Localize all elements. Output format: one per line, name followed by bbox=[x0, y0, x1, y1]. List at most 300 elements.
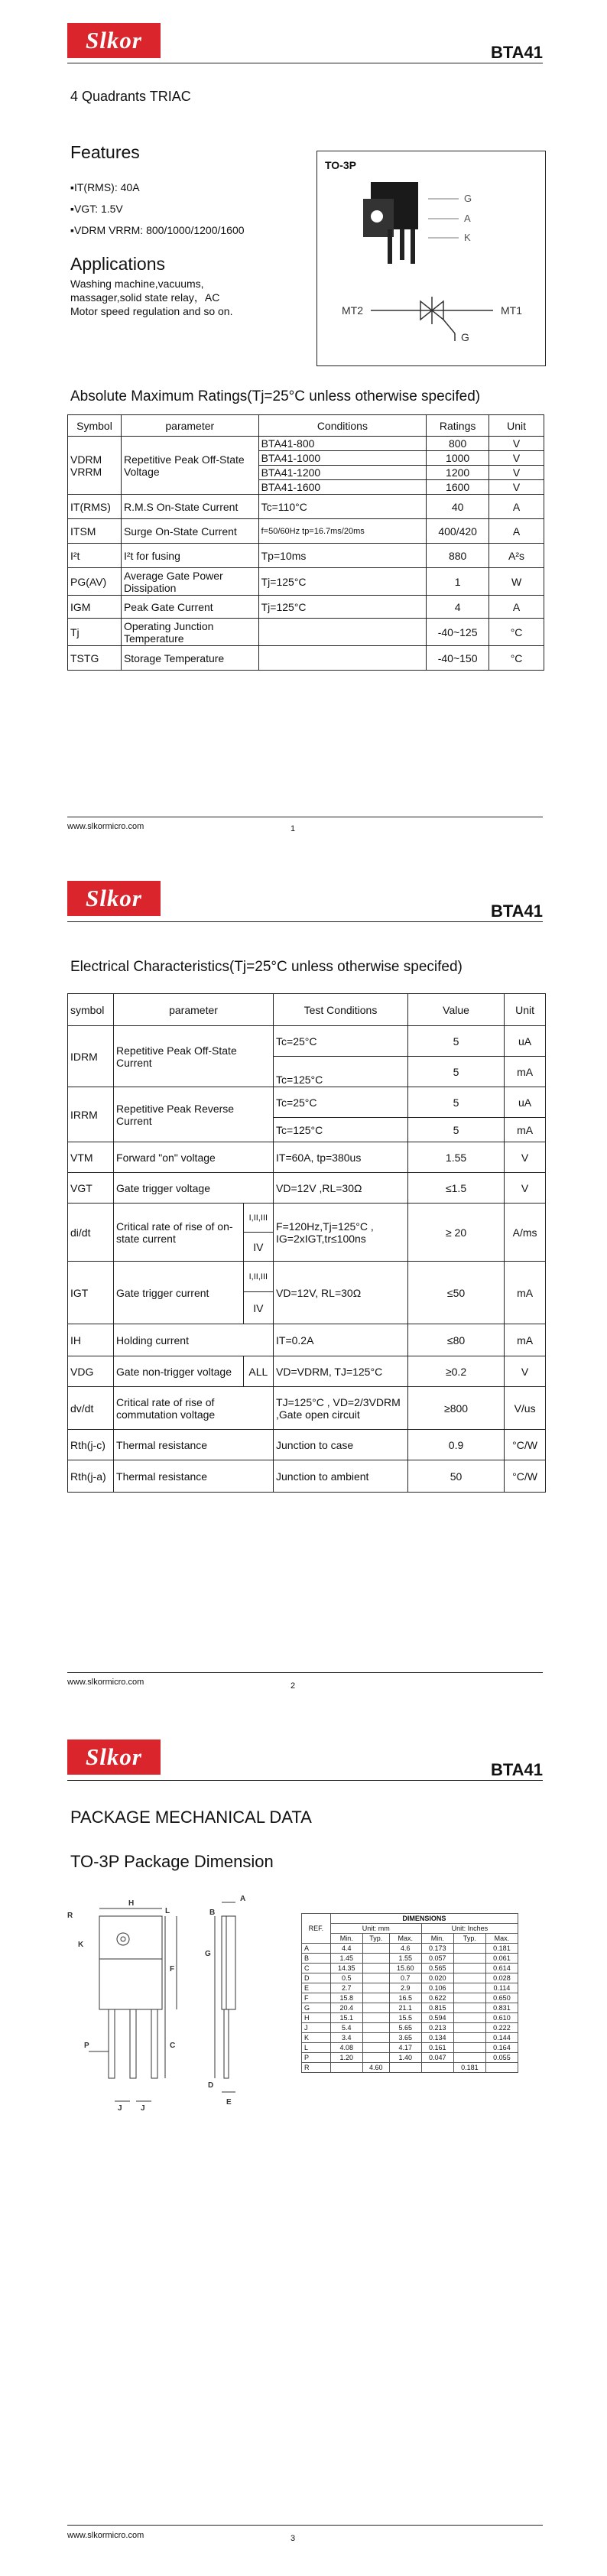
dim-label: E bbox=[226, 2098, 232, 2107]
cell-unit: V bbox=[505, 1356, 546, 1387]
cell-unit: V bbox=[489, 451, 544, 466]
outline-body bbox=[99, 1916, 162, 2009]
cell-parameter: Critical rate of rise of commutation voltage bbox=[114, 1387, 274, 1430]
cell-unit: W bbox=[489, 568, 544, 596]
package-drawing bbox=[317, 151, 545, 365]
header-rule bbox=[67, 1780, 543, 1781]
dimension-cell bbox=[362, 1983, 389, 1993]
applications-title: Applications bbox=[70, 254, 166, 274]
dimension-cell: 0.610 bbox=[485, 2013, 518, 2023]
dim-label: J bbox=[141, 2104, 145, 2113]
cell-symbol: IGM bbox=[68, 596, 122, 619]
dimension-cell bbox=[362, 1964, 389, 1973]
subtitle: 4 Quadrants TRIAC bbox=[70, 89, 191, 104]
dimension-row bbox=[302, 2063, 518, 2073]
cell-unit: A bbox=[489, 495, 544, 519]
dimension-cell: 4.17 bbox=[389, 2043, 421, 2053]
dimension-row bbox=[302, 1973, 518, 1983]
cell-parameter: Peak Gate Current bbox=[121, 596, 258, 619]
header-rule bbox=[67, 921, 543, 922]
dimension-cell: 0.055 bbox=[485, 2053, 518, 2063]
package-subtitle: TO-3P Package Dimension bbox=[70, 1852, 274, 1871]
ref-header: REF. bbox=[302, 1914, 331, 1944]
cell-symbol: di/dt bbox=[68, 1204, 114, 1262]
cell-rating: 40 bbox=[427, 495, 489, 519]
cell-unit: °C/W bbox=[505, 1430, 546, 1460]
cell-condition: IT=60A, tp=380us bbox=[274, 1142, 408, 1173]
dimensions-table bbox=[301, 1913, 518, 2073]
cell-unit: mA bbox=[505, 1262, 546, 1324]
dimension-cell bbox=[362, 2013, 389, 2023]
dimension-cell: 0.173 bbox=[421, 1944, 453, 1954]
cell-unit: V bbox=[489, 466, 544, 480]
cell-rating: 400/420 bbox=[427, 519, 489, 544]
cell-value: 1.55 bbox=[407, 1142, 504, 1173]
cell-unit: °C bbox=[489, 646, 544, 671]
dim-label: A bbox=[240, 1895, 246, 1903]
dimension-cell: L bbox=[302, 2043, 331, 2053]
dimension-row bbox=[302, 2003, 518, 2013]
dimension-cell: 3.4 bbox=[330, 2033, 362, 2043]
dimension-cell: 4.60 bbox=[362, 2063, 389, 2073]
dimension-cell: 0.181 bbox=[485, 1944, 518, 1954]
brand-logo: Slkor bbox=[67, 23, 161, 58]
dimension-cell bbox=[485, 2063, 518, 2073]
col-header: Unit bbox=[505, 994, 546, 1026]
col-header: parameter bbox=[114, 994, 274, 1026]
cell-symbol: VTM bbox=[68, 1142, 114, 1173]
cell-value: 5 bbox=[407, 1118, 504, 1142]
cell-parameter: Repetitive Peak Reverse Current bbox=[114, 1087, 274, 1142]
model-title: BTA41 bbox=[490, 43, 543, 62]
abs-ratings-table bbox=[67, 414, 544, 671]
dimension-cell: 21.1 bbox=[389, 2003, 421, 2013]
cell-value: ≤50 bbox=[407, 1262, 504, 1324]
cell-parameter: Repetitive Peak Off-State Voltage bbox=[121, 437, 258, 495]
cell-symbol: TSTG bbox=[68, 646, 122, 671]
dimension-cell: 0.134 bbox=[421, 2033, 453, 2043]
dimension-cell: 0.650 bbox=[485, 1993, 518, 2003]
dimension-cell: A bbox=[302, 1944, 331, 1954]
sub-header: Max. bbox=[389, 1934, 421, 1944]
cell-unit: V bbox=[505, 1173, 546, 1204]
application-line: massager,solid state relay，AC bbox=[70, 291, 220, 304]
cell-condition: TJ=125°C , VD=2/3VDRM ,Gate open circuit bbox=[274, 1387, 408, 1430]
dim-label: C bbox=[170, 2042, 176, 2050]
cell-condition: VD=12V, RL=30Ω bbox=[274, 1262, 408, 1324]
dimension-cell: 2.9 bbox=[389, 1983, 421, 1993]
mt1-label: MT1 bbox=[501, 304, 522, 317]
cell-quadrant: ALL bbox=[243, 1356, 273, 1387]
cell-condition: Tj=125°C bbox=[258, 596, 427, 619]
dimension-cell: 4.4 bbox=[330, 1944, 362, 1954]
brand-logo: Slkor bbox=[67, 1740, 161, 1775]
dimension-row bbox=[302, 2043, 518, 2053]
dimension-cell: 0.106 bbox=[421, 1983, 453, 1993]
dimension-cell bbox=[421, 2063, 453, 2073]
dimension-cell bbox=[362, 2033, 389, 2043]
cell-condition bbox=[258, 619, 427, 646]
cell-unit: V bbox=[489, 437, 544, 451]
cell-symbol: I²t bbox=[68, 544, 122, 568]
dimension-cell: 4.6 bbox=[389, 1944, 421, 1954]
dimensions-header: DIMENSIONS bbox=[330, 1914, 518, 1924]
dimension-cell: 0.815 bbox=[421, 2003, 453, 2013]
cell-unit: uA bbox=[505, 1087, 546, 1118]
cell-condition: Tc=110°C bbox=[258, 495, 427, 519]
cell-parameter: Thermal resistance bbox=[114, 1430, 274, 1460]
cell-symbol: IDRM bbox=[68, 1026, 114, 1087]
dimension-rows bbox=[302, 1944, 518, 2073]
cell-condition: VD=VDRM, TJ=125°C bbox=[274, 1356, 408, 1387]
dimension-cell: 0.144 bbox=[485, 2033, 518, 2043]
dimension-row bbox=[302, 2023, 518, 2033]
dimension-cell bbox=[453, 2043, 485, 2053]
dimension-cell: D bbox=[302, 1973, 331, 1983]
col-header: Value bbox=[407, 994, 504, 1026]
dimension-cell: 1.55 bbox=[389, 1954, 421, 1964]
cell-rating: 880 bbox=[427, 544, 489, 568]
cell-unit: A bbox=[489, 519, 544, 544]
dimension-cell: P bbox=[302, 2053, 331, 2063]
dimension-cell bbox=[362, 2053, 389, 2063]
footer-rule bbox=[67, 1672, 543, 1673]
cell-symbol: Rth(j-c) bbox=[68, 1430, 114, 1460]
cell-unit: °C/W bbox=[505, 1460, 546, 1493]
dimension-cell: 0.831 bbox=[485, 2003, 518, 2013]
package-box bbox=[316, 151, 546, 366]
dimension-cell: 3.65 bbox=[389, 2033, 421, 2043]
cell-parameter: Forward "on" voltage bbox=[114, 1142, 274, 1173]
cell-quadrant: I,II,III bbox=[243, 1204, 273, 1233]
cell-condition: BTA41-1000 bbox=[258, 451, 427, 466]
cell-unit: °C bbox=[489, 619, 544, 646]
dimension-row bbox=[302, 2033, 518, 2043]
cell-value: ≥0.2 bbox=[407, 1356, 504, 1387]
cell-unit: A²s bbox=[489, 544, 544, 568]
dimension-cell: 14.35 bbox=[330, 1964, 362, 1973]
cell-parameter: Gate non-trigger voltage bbox=[114, 1356, 244, 1387]
page-1 bbox=[0, 0, 607, 859]
mt2-label: MT2 bbox=[342, 304, 363, 317]
feature-item: ▪IT(RMS): 40A bbox=[70, 181, 140, 193]
package-title: PACKAGE MECHANICAL DATA bbox=[70, 1808, 312, 1827]
dimension-cell: 0.213 bbox=[421, 2023, 453, 2033]
dimension-cell: 0.565 bbox=[421, 1964, 453, 1973]
cell-value: 5 bbox=[407, 1026, 504, 1057]
cell-unit: A bbox=[489, 596, 544, 619]
cell-condition: VD=12V ,RL=30Ω bbox=[274, 1173, 408, 1204]
abs-ratings-title: Absolute Maximum Ratings(Tj=25°C unless otherwise specifed) bbox=[70, 388, 481, 404]
col-header: Ratings bbox=[427, 415, 489, 437]
cell-symbol: VDRM VRRM bbox=[68, 437, 122, 495]
cell-parameter: Holding current bbox=[114, 1324, 274, 1356]
dimension-cell bbox=[453, 2033, 485, 2043]
col-header: Conditions bbox=[258, 415, 427, 437]
features-title: Features bbox=[70, 142, 140, 162]
package-outline-drawing bbox=[66, 1895, 287, 2132]
model-title: BTA41 bbox=[490, 1760, 543, 1779]
dimension-cell bbox=[362, 1954, 389, 1964]
dimension-cell bbox=[453, 2023, 485, 2033]
dimension-cell: 0.614 bbox=[485, 1964, 518, 1973]
sub-header: Min. bbox=[330, 1934, 362, 1944]
dimension-cell bbox=[362, 1973, 389, 1983]
cell-value: 5 bbox=[407, 1057, 504, 1087]
dimension-cell: 15.60 bbox=[389, 1964, 421, 1973]
cell-rating: -40~125 bbox=[427, 619, 489, 646]
cell-condition: F=120Hz,Tj=125°C , IG=2xIGT,tr≤100ns bbox=[274, 1204, 408, 1262]
dimension-cell: 0.057 bbox=[421, 1954, 453, 1964]
cell-parameter: Thermal resistance bbox=[114, 1460, 274, 1493]
cell-symbol: VDG bbox=[68, 1356, 114, 1387]
cell-symbol: ITSM bbox=[68, 519, 122, 544]
cell-parameter: I²t for fusing bbox=[121, 544, 258, 568]
dim-label: P bbox=[84, 2042, 89, 2050]
application-line: Washing machine,vacuums, bbox=[70, 278, 204, 290]
application-line: Motor speed regulation and so on. bbox=[70, 305, 233, 317]
cell-unit: uA bbox=[505, 1026, 546, 1057]
pin-label: A bbox=[464, 213, 471, 224]
dimension-cell: 0.5 bbox=[330, 1973, 362, 1983]
cell-unit: mA bbox=[505, 1057, 546, 1087]
dimension-cell: 0.164 bbox=[485, 2043, 518, 2053]
dimension-row bbox=[302, 1944, 518, 1954]
cell-value: ≤1.5 bbox=[407, 1173, 504, 1204]
dimension-cell: 0.028 bbox=[485, 1973, 518, 1983]
cell-value: 5 bbox=[407, 1087, 504, 1118]
dimension-cell bbox=[389, 2063, 421, 2073]
cell-quadrant: I,II,III bbox=[243, 1262, 273, 1292]
cell-quadrant: IV bbox=[243, 1233, 273, 1262]
dimension-cell: 0.161 bbox=[421, 2043, 453, 2053]
dimension-cell: 15.5 bbox=[389, 2013, 421, 2023]
cell-symbol: VGT bbox=[68, 1173, 114, 1204]
col-header: parameter bbox=[121, 415, 258, 437]
dim-label: L bbox=[165, 1907, 170, 1915]
page-2 bbox=[0, 859, 607, 1717]
cell-parameter: R.M.S On-State Current bbox=[121, 495, 258, 519]
dimension-cell: 1.40 bbox=[389, 2053, 421, 2063]
dimension-row bbox=[302, 1954, 518, 1964]
dimension-cell: R bbox=[302, 2063, 331, 2073]
dimension-cell: 0.114 bbox=[485, 1983, 518, 1993]
dimension-cell: 0.181 bbox=[453, 2063, 485, 2073]
pin-label: K bbox=[464, 232, 471, 243]
cell-rating: 800 bbox=[427, 437, 489, 451]
feature-item: ▪VGT: 1.5V bbox=[70, 203, 123, 215]
cell-condition: Tp=10ms bbox=[258, 544, 427, 568]
cell-condition: Tc=25°C bbox=[274, 1026, 408, 1057]
cell-symbol: PG(AV) bbox=[68, 568, 122, 596]
model-title: BTA41 bbox=[490, 901, 543, 921]
cell-condition: Junction to case bbox=[274, 1430, 408, 1460]
col-header: Symbol bbox=[68, 415, 122, 437]
cell-rating: 4 bbox=[427, 596, 489, 619]
cell-parameter: Gate trigger voltage bbox=[114, 1173, 274, 1204]
dim-label: B bbox=[209, 1908, 216, 1917]
dimension-cell bbox=[453, 1973, 485, 1983]
cell-parameter: Average Gate Power Dissipation bbox=[121, 568, 258, 596]
cell-condition: Tc=25°C bbox=[274, 1087, 408, 1118]
cell-symbol: Tj bbox=[68, 619, 122, 646]
cell-symbol: IT(RMS) bbox=[68, 495, 122, 519]
col-header: symbol bbox=[68, 994, 114, 1026]
cell-condition: f=50/60Hz tp=16.7ms/20ms bbox=[258, 519, 427, 544]
dimension-cell: H bbox=[302, 2013, 331, 2023]
cell-parameter: Gate trigger current bbox=[114, 1262, 244, 1324]
page-3 bbox=[0, 1717, 607, 2576]
dimension-cell: J bbox=[302, 2023, 331, 2033]
dimension-cell: 15.1 bbox=[330, 2013, 362, 2023]
dimension-cell: G bbox=[302, 2003, 331, 2013]
cell-symbol: Rth(j-a) bbox=[68, 1460, 114, 1493]
cell-value: 0.9 bbox=[407, 1430, 504, 1460]
dim-label: H bbox=[128, 1899, 135, 1908]
col-header: Test Conditions bbox=[274, 994, 408, 1026]
dimension-cell bbox=[330, 2063, 362, 2073]
dim-label: F bbox=[170, 1965, 175, 1973]
dimension-cell bbox=[453, 1993, 485, 2003]
cell-unit: A/ms bbox=[505, 1204, 546, 1262]
dimension-cell: 5.4 bbox=[330, 2023, 362, 2033]
dimension-cell bbox=[362, 2003, 389, 2013]
cell-symbol: IH bbox=[68, 1324, 114, 1356]
cell-rating: 1 bbox=[427, 568, 489, 596]
cell-condition: Tc=125°C bbox=[274, 1057, 408, 1087]
cell-symbol: IRRM bbox=[68, 1087, 114, 1142]
cell-condition: BTA41-800 bbox=[258, 437, 427, 451]
cell-parameter: Surge On-State Current bbox=[121, 519, 258, 544]
cell-quadrant: IV bbox=[243, 1292, 273, 1324]
dimension-cell bbox=[453, 2013, 485, 2023]
cell-parameter: Storage Temperature bbox=[121, 646, 258, 671]
cell-condition bbox=[258, 646, 427, 671]
dimension-cell bbox=[362, 1944, 389, 1954]
col-header: Unit bbox=[489, 415, 544, 437]
dimension-row bbox=[302, 2013, 518, 2023]
dim-label: D bbox=[208, 2081, 214, 2090]
cell-unit: mA bbox=[505, 1118, 546, 1142]
dimension-cell bbox=[453, 1954, 485, 1964]
dimension-cell bbox=[453, 2003, 485, 2013]
footer-website: www.slkormicro.com bbox=[67, 822, 144, 831]
cell-value: 50 bbox=[407, 1460, 504, 1493]
package-name: TO-3P bbox=[325, 159, 356, 171]
dimension-cell: 16.5 bbox=[389, 1993, 421, 2003]
unit-in-header: Unit: Inches bbox=[421, 1924, 518, 1934]
sub-header: Typ. bbox=[453, 1934, 485, 1944]
dimension-cell: 0.061 bbox=[485, 1954, 518, 1964]
cell-rating: 1000 bbox=[427, 451, 489, 466]
brand-logo: Slkor bbox=[67, 881, 161, 916]
pin-label: G bbox=[464, 193, 472, 204]
dimension-cell: 1.20 bbox=[330, 2053, 362, 2063]
dimension-cell: C bbox=[302, 1964, 331, 1973]
dimension-cell bbox=[453, 1944, 485, 1954]
cell-condition: IT=0.2A bbox=[274, 1324, 408, 1356]
dimension-row bbox=[302, 1964, 518, 1973]
dimension-cell: 0.7 bbox=[389, 1973, 421, 1983]
dimension-cell: 1.45 bbox=[330, 1954, 362, 1964]
electrical-table bbox=[67, 993, 546, 1493]
feature-item: ▪VDRM VRRM: 800/1000/1200/1600 bbox=[70, 224, 245, 236]
dimension-cell bbox=[453, 2053, 485, 2063]
page-number: 1 bbox=[291, 824, 296, 833]
dimension-cell: 0.594 bbox=[421, 2013, 453, 2023]
electrical-title: Electrical Characteristics(Tj=25°C unless otherwise specifed) bbox=[70, 959, 463, 975]
unit-mm-header: Unit: mm bbox=[330, 1924, 421, 1934]
dimension-cell: 2.7 bbox=[330, 1983, 362, 1993]
dimension-cell: 0.020 bbox=[421, 1973, 453, 1983]
cell-condition: Junction to ambient bbox=[274, 1460, 408, 1493]
dim-label: R bbox=[67, 1912, 73, 1920]
cell-unit: V bbox=[489, 480, 544, 495]
sub-header: Max. bbox=[485, 1934, 518, 1944]
cell-value: ≤80 bbox=[407, 1324, 504, 1356]
cell-condition: Tc=125°C bbox=[274, 1118, 408, 1142]
dimension-cell: 15.8 bbox=[330, 1993, 362, 2003]
dimension-row bbox=[302, 1983, 518, 1993]
dimension-cell bbox=[362, 2023, 389, 2033]
dim-label: K bbox=[78, 1941, 84, 1949]
gate-label: G bbox=[461, 331, 469, 343]
cell-condition: BTA41-1600 bbox=[258, 480, 427, 495]
cell-parameter: Critical rate of rise of on-state current bbox=[114, 1204, 244, 1262]
cell-value: ≥ 20 bbox=[407, 1204, 504, 1262]
cell-rating: 1600 bbox=[427, 480, 489, 495]
cell-value: ≥800 bbox=[407, 1387, 504, 1430]
dimension-cell: B bbox=[302, 1954, 331, 1964]
dimension-cell bbox=[453, 1964, 485, 1973]
sub-header: Typ. bbox=[362, 1934, 389, 1944]
dim-label: J bbox=[118, 2104, 122, 2113]
cell-unit: mA bbox=[505, 1324, 546, 1356]
cell-symbol: IGT bbox=[68, 1262, 114, 1324]
cell-rating: -40~150 bbox=[427, 646, 489, 671]
dimension-row bbox=[302, 1993, 518, 2003]
dimension-cell: E bbox=[302, 1983, 331, 1993]
dimension-cell bbox=[453, 1983, 485, 1993]
dimension-cell: 5.65 bbox=[389, 2023, 421, 2033]
dimension-cell: 0.222 bbox=[485, 2023, 518, 2033]
dimension-cell: 4.08 bbox=[330, 2043, 362, 2053]
dimension-cell bbox=[362, 2043, 389, 2053]
dim-label: G bbox=[205, 1950, 211, 1958]
cell-parameter: Operating Junction Temperature bbox=[121, 619, 258, 646]
dimension-cell: F bbox=[302, 1993, 331, 2003]
cell-condition: BTA41-1200 bbox=[258, 466, 427, 480]
cell-condition: Tj=125°C bbox=[258, 568, 427, 596]
page-number: 2 bbox=[291, 1681, 296, 1691]
footer-website: www.slkormicro.com bbox=[67, 1678, 144, 1687]
footer-rule bbox=[67, 2525, 543, 2526]
cell-symbol: dv/dt bbox=[68, 1387, 114, 1430]
page-number: 3 bbox=[291, 2534, 296, 2543]
dimension-cell: 0.047 bbox=[421, 2053, 453, 2063]
cell-rating: 1200 bbox=[427, 466, 489, 480]
footer-website: www.slkormicro.com bbox=[67, 2531, 144, 2540]
cell-unit: V bbox=[505, 1142, 546, 1173]
dimension-row bbox=[302, 2053, 518, 2063]
dimension-cell: 0.622 bbox=[421, 1993, 453, 2003]
sub-header: Min. bbox=[421, 1934, 453, 1944]
cell-unit: V/us bbox=[505, 1387, 546, 1430]
dimension-cell: 20.4 bbox=[330, 2003, 362, 2013]
dimension-cell bbox=[362, 1993, 389, 2003]
dimension-cell: K bbox=[302, 2033, 331, 2043]
cell-parameter: Repetitive Peak Off-State Current bbox=[114, 1026, 274, 1087]
